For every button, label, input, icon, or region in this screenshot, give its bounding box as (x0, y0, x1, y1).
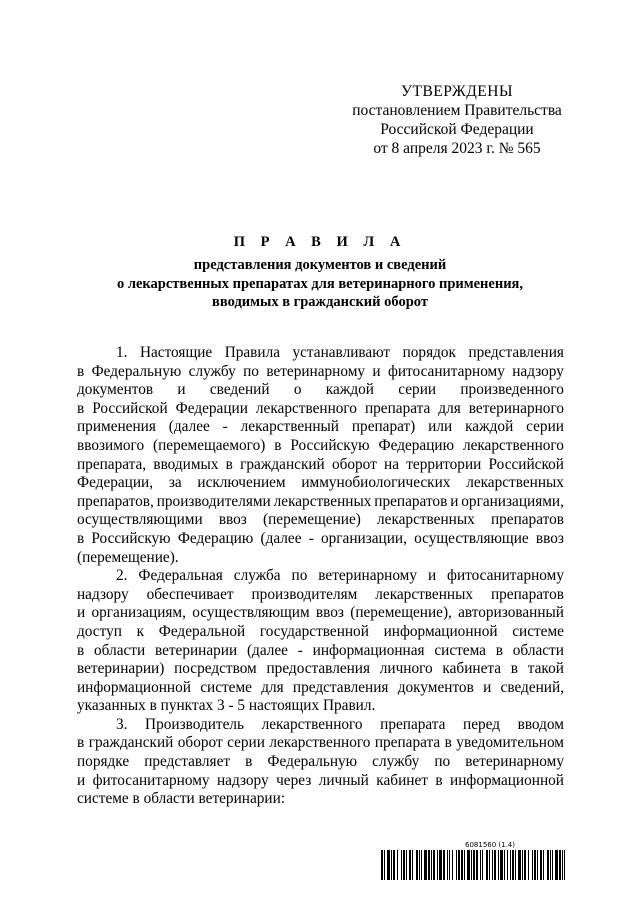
document-body (77, 344, 564, 809)
barcode-bar (421, 850, 422, 880)
barcode-bar (393, 850, 395, 880)
barcode-bar (456, 850, 457, 880)
approval-stamp-heading: УТВЕРЖДЕНЫ (401, 83, 513, 100)
paragraph-line: в области ветеринарии (далее - информационная система в области (77, 641, 564, 659)
barcode-bar (449, 850, 450, 880)
paragraph-line: и организациям, осуществляющим ввоз (перемещение), авторизованный (77, 604, 564, 622)
barcode-number: 6081560 (1.4) (465, 841, 515, 849)
barcode-bar (387, 850, 390, 880)
subtitle-line: о лекарственных препаратах для ветеринарного применения, (116, 275, 524, 292)
paragraph-line: ввозимого (перемещаемого) в Российскую Федерацию лекарственного (77, 436, 564, 454)
barcode-bar (406, 850, 407, 880)
barcode-bar (419, 850, 420, 880)
paragraph-line: в Федеральную службу по ветеринарному и фитосанитарному надзору (77, 362, 564, 380)
barcode-bar (552, 850, 553, 880)
barcode (381, 841, 565, 881)
approval-block (330, 82, 584, 158)
barcode-bar (515, 850, 516, 880)
document-title: П Р А В И Л А (233, 234, 407, 250)
barcode-bar (500, 850, 503, 880)
barcode-bar (401, 850, 402, 880)
barcode-bar (482, 850, 483, 880)
barcode-bar (403, 850, 405, 880)
barcode-bar (532, 850, 533, 880)
barcode-bar (543, 850, 544, 880)
barcode-bar (524, 850, 526, 880)
approval-act-type: постановлением Правительства (352, 102, 562, 119)
paragraph-line: в гражданский оборот серии лекарственного препарата в уведомительном (77, 734, 564, 752)
barcode-bar (409, 850, 411, 880)
subtitle-line: вводимых в гражданский оборот (212, 294, 428, 310)
barcode-bars (381, 850, 565, 880)
paragraph-line: осуществляющими ввоз (перемещение) лекарственных препаратов (77, 511, 564, 529)
barcode-bar (507, 850, 508, 880)
barcode-bar (510, 850, 511, 880)
barcode-bar (537, 850, 538, 880)
barcode-bar (564, 850, 565, 880)
paragraph-line: доступ к Федеральной государственной информационной системе (77, 622, 564, 640)
barcode-bar (443, 850, 445, 880)
barcode-bar (559, 850, 561, 880)
paragraph-line: 2. Федеральная служба по ветеринарному и фитосанитарному (116, 567, 564, 585)
paragraph-line: 1. Настоящие Правила устанавливают порядок представления (116, 344, 564, 361)
subtitle-line: представления документов и сведений (193, 257, 447, 273)
barcode-bar (471, 850, 472, 880)
paragraph-line: ветеринарии) посредством предоставления личного кабинета в такой (77, 660, 564, 678)
barcode-bar (412, 850, 413, 880)
approval-date-number: от 8 апреля 2023 г. № 565 (373, 140, 541, 157)
barcode-bar (512, 850, 514, 880)
barcode-bar (461, 850, 463, 880)
paragraph-line: Федерации, за исключением иммунобиологических лекарственных (77, 474, 564, 492)
barcode-bar (534, 850, 536, 880)
barcode-bar (433, 850, 435, 880)
barcode-bar (550, 850, 551, 880)
barcode-bar (416, 850, 418, 880)
barcode-bar (384, 850, 385, 880)
paragraph (77, 716, 564, 809)
paragraph-line: указанных в пунктах 3 - 5 настоящих Правил. (77, 697, 376, 715)
paragraph-line: препаратов, производителями лекарственных препаратов и организациями, (77, 492, 564, 510)
paragraph-line: применения (далее - лекарственный препарат) или каждой серии (77, 418, 564, 436)
barcode-bar (476, 850, 478, 880)
paragraph-line: порядке представляет в Федеральную службу по ветеринарному (77, 753, 564, 771)
paragraph-line: в Российскую Федерацию (далее - организации, осуществляющие ввоз (77, 529, 564, 547)
barcode-bar (480, 850, 481, 880)
paragraph-line: (перемещение). (77, 548, 179, 566)
paragraph-line: документов и сведений о каждой серии произведенного (77, 381, 564, 399)
paragraph-line: в Российской Федерации лекарственного препарата для ветеринарного (77, 399, 564, 417)
barcode-bar (397, 850, 398, 880)
paragraph-line: информационной системе для представления документов и сведений, (77, 678, 564, 696)
barcode-bar (467, 850, 470, 880)
barcode-bar (547, 850, 549, 880)
barcode-bar (431, 850, 432, 880)
barcode-bar (540, 850, 542, 880)
barcode-bar (498, 850, 499, 880)
barcode-bar (464, 850, 465, 880)
barcode-bar (437, 850, 438, 880)
barcode-bar (424, 850, 427, 880)
barcode-bar (492, 850, 493, 880)
barcode-bar (489, 850, 490, 880)
barcode-bar (391, 850, 392, 880)
barcode-bar (518, 850, 521, 880)
paragraph-line: 3. Производитель лекарственного препарата перед вводом (116, 715, 564, 733)
barcode-bar (555, 850, 558, 880)
paragraph (77, 567, 564, 716)
barcode-bar (447, 850, 448, 880)
barcode-bar (486, 850, 488, 880)
paragraph (77, 344, 564, 567)
barcode-bar (381, 850, 383, 880)
paragraph-line: и фитосанитарному надзору через личный кабинет в информационной (77, 771, 564, 789)
document-subtitle (0, 256, 640, 312)
barcode-bar (458, 850, 460, 880)
paragraph-line: системе в области ветеринарии: (77, 790, 286, 808)
barcode-bar (504, 850, 505, 880)
paragraph-line: препарата, вводимых в гражданский оборот на территории Российской (77, 455, 564, 473)
barcode-bar (522, 850, 523, 880)
barcode-bar (428, 850, 430, 880)
approval-authority: Российской Федерации (380, 121, 534, 138)
barcode-bar (528, 850, 529, 880)
barcode-bar (439, 850, 442, 880)
paragraph-line: надзору обеспечивает производителям лекарственных препаратов (77, 585, 564, 603)
barcode-bar (562, 850, 563, 880)
barcode-bar (452, 850, 453, 880)
barcode-bar (494, 850, 496, 880)
barcode-bar (473, 850, 475, 880)
